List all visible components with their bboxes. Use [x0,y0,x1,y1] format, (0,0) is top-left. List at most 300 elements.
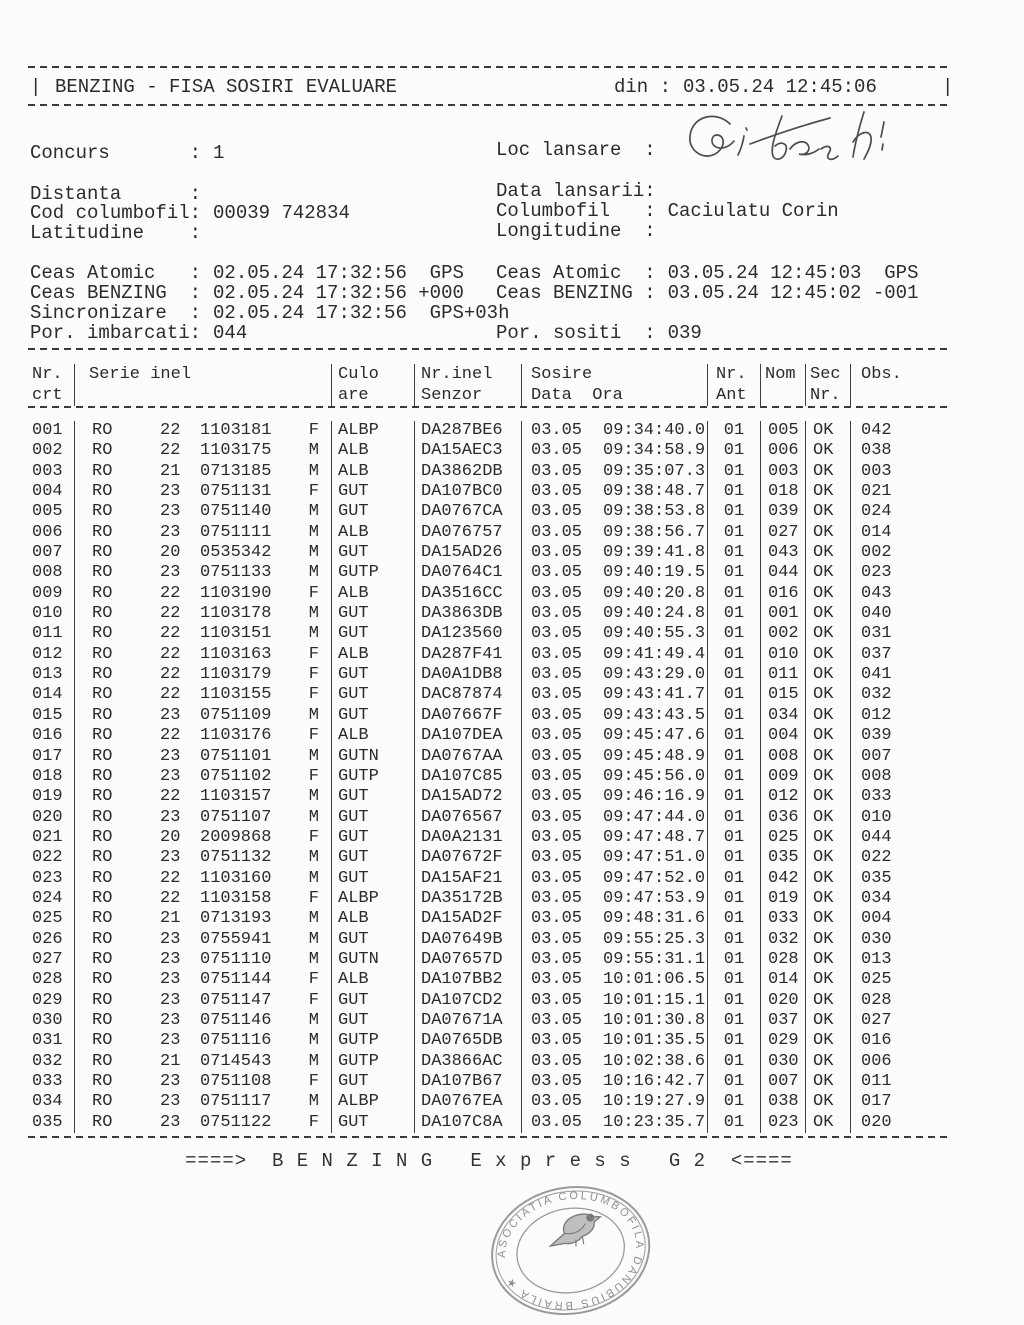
cell-nom [761,991,806,1011]
cell-sec [806,1072,851,1092]
por-imbarcati-value: 044 [213,322,248,344]
arrival-time: 09:39:41.8 [603,543,706,563]
table-row [28,889,950,909]
cell-culoare [332,747,415,767]
cell-sec [806,645,851,665]
country-code: RO [92,1010,113,1030]
color-code: GUT [338,685,369,705]
cell-culoare [332,889,415,909]
ring-number: 0751122 [200,1112,272,1132]
col-sec-nr: Sec [806,364,851,385]
nom-value: 018 [768,482,799,502]
cell-sec [806,502,851,522]
antenna-number: 01 [723,909,745,929]
cell-nr-ant [708,767,761,787]
table-row [28,645,950,665]
cell-sosire [522,523,708,543]
nom-value: 011 [768,665,799,685]
table-header-row-1 [28,364,950,385]
cell-nr-crt [28,543,75,563]
cell-nom [761,462,806,482]
country-code: RO [92,848,113,868]
sensor-id: DA3866AC [421,1051,503,1071]
sec-status: OK [813,502,834,522]
cell-culoare [332,970,415,990]
cell-nom [761,421,806,441]
arrival-date: 03.05 [531,868,583,888]
cell-culoare [332,523,415,543]
sec-status: OK [813,665,834,685]
nom-value: 001 [768,604,799,624]
sex-code: M [308,604,319,624]
ring-number: 0751110 [200,949,272,969]
cell-serie-inel [75,889,332,909]
cell-senzor [415,767,522,787]
cell-sec [806,543,851,563]
obs-value: 043 [861,583,892,603]
cell-sosire [522,787,708,807]
nom-value: 012 [768,787,799,807]
sex-code: F [308,766,319,786]
din-label: din : [614,76,672,98]
cell-culoare [332,808,415,828]
nr-crt-value: 005 [32,502,63,522]
antenna-number: 01 [723,827,745,847]
table-header [28,364,950,406]
columbofil-value: Caciulatu Corin [667,200,839,222]
cell-senzor [415,482,522,502]
table-row [28,421,950,441]
cell-culoare [332,787,415,807]
ceas-atomic-left-value: 02.05.24 17:32:56 GPS [213,262,464,284]
sensor-id: DA107DEA [421,726,503,746]
table-row [28,482,950,502]
cell-serie-inel [75,462,332,482]
antenna-number: 01 [723,726,745,746]
sec-status: OK [813,604,834,624]
sensor-id: DA287BE6 [421,421,503,440]
arrival-date: 03.05 [531,1112,583,1132]
cell-sosire [522,462,708,482]
country-code: RO [92,705,113,725]
cell-sosire [522,747,708,767]
sec-status: OK [813,766,834,786]
arrival-date: 03.05 [531,583,583,603]
color-code: GUT [338,665,369,685]
cell-sosire [522,706,708,726]
cell-serie-inel [75,828,332,848]
ring-year: 23 [160,1031,181,1051]
col-nr-ant: Nr. [708,364,761,385]
cell-sec [806,889,851,909]
nom-value: 004 [768,726,799,746]
cell-serie-inel [75,848,332,868]
nom-value: 005 [768,421,799,440]
colon: : [644,220,656,242]
ring-number: 0751131 [200,482,272,502]
arrival-date: 03.05 [531,705,583,725]
cell-nr-crt [28,889,75,909]
color-code: ALB [338,726,369,746]
color-code: ALBP [338,888,379,908]
cell-obs [851,665,950,685]
cell-nr-crt [28,1011,75,1031]
ring-year: 23 [160,1072,181,1091]
sec-status: OK [813,461,834,481]
sex-code: M [308,787,319,807]
obs-value: 024 [861,502,892,522]
field-ceas-atomic-left: Ceas Atomic : 02.05.24 17:32:56 GPS [30,262,464,284]
cell-serie-inel [75,645,332,665]
cell-sec [806,523,851,543]
cell-nr-crt [28,991,75,1011]
field-por-sositi: Por. sositi : 039 [496,322,702,344]
antenna-number: 01 [723,604,745,624]
country-code: RO [92,990,113,1010]
ring-year: 22 [160,583,181,603]
sex-code: F [308,990,319,1010]
loc-lansare-handwriting [678,104,918,179]
col-nr-crt: Nr. [28,364,75,385]
arrival-time: 10:01:15.1 [603,990,706,1010]
cell-nr-ant [708,604,761,624]
cell-nr-ant [708,1052,761,1072]
sex-code: M [308,848,319,868]
antenna-number: 01 [723,1051,745,1071]
arrival-date: 03.05 [531,746,583,766]
nr-crt-value: 033 [32,1072,63,1091]
ring-number: 1103157 [200,787,272,807]
sec-status: OK [813,421,834,440]
table-row [28,1052,950,1072]
cell-nr-ant [708,1092,761,1112]
arrival-time: 09:47:48.7 [603,827,706,847]
ring-number: 0751111 [200,522,272,542]
arrival-time: 10:19:27.9 [603,1092,706,1112]
nr-crt-value: 001 [32,421,63,440]
sex-code: M [308,1010,319,1030]
arrival-time: 10:01:35.5 [603,1031,706,1051]
cell-serie-inel [75,604,332,624]
antenna-number: 01 [723,644,745,664]
ring-number: 1103163 [200,644,272,664]
cell-sosire [522,1031,708,1051]
table-row [28,523,950,543]
cell-nr-ant [708,665,761,685]
cell-sec [806,1031,851,1051]
color-code: ALB [338,644,369,664]
cell-obs [851,808,950,828]
obs-value: 032 [861,685,892,705]
colon: : [189,262,202,284]
country-code: RO [92,970,113,990]
cell-nom [761,1031,806,1051]
color-code: GUT [338,827,369,847]
cell-sosire [522,604,708,624]
sec-status: OK [813,543,834,563]
cell-nom [761,930,806,950]
nr-crt-value: 013 [32,665,63,685]
cell-nom [761,482,806,502]
cell-obs [851,462,950,482]
sex-code: F [308,685,319,705]
cell-senzor [415,848,522,868]
cell-sosire [522,808,708,828]
obs-value: 030 [861,929,892,949]
cell-serie-inel [75,1092,332,1112]
ring-year: 21 [160,909,181,929]
arrival-time: 09:40:19.5 [603,563,706,583]
table-row [28,604,950,624]
antenna-number: 01 [723,461,745,481]
sex-code: M [308,1092,319,1112]
ring-number: 0751102 [200,766,272,786]
color-code: GUTP [338,766,379,786]
nr-crt-value: 007 [32,543,63,563]
obs-value: 017 [861,1092,892,1112]
sec-status: OK [813,929,834,949]
obs-value: 035 [861,868,892,888]
cell-nom [761,1072,806,1092]
nom-value: 035 [768,848,799,868]
col-sosire-2: Data Ora [522,385,708,406]
sex-code: M [308,949,319,969]
sensor-id: DA3863DB [421,604,503,624]
nom-value: 025 [768,827,799,847]
nom-value: 038 [768,1092,799,1112]
antenna-number: 01 [723,787,745,807]
obs-value: 034 [861,888,892,908]
cell-sosire [522,584,708,604]
col-culoare-2: are [332,385,415,406]
cell-nr-ant [708,441,761,461]
table-row [28,726,950,746]
colon: : [644,200,656,222]
ring-number: 0714543 [200,1051,272,1071]
cell-senzor [415,808,522,828]
ring-year: 22 [160,787,181,807]
cell-nr-ant [708,624,761,644]
ring-number: 0751147 [200,990,272,1010]
nr-crt-value: 025 [32,909,63,929]
nom-value: 009 [768,766,799,786]
cell-sec [806,787,851,807]
arrival-time: 10:16:42.7 [603,1072,706,1091]
field-longitudine: Longitudine : [496,220,668,242]
cell-senzor [415,787,522,807]
header-right-bar: | [942,76,954,98]
cell-senzor [415,726,522,746]
nom-value: 042 [768,868,799,888]
cell-nom [761,624,806,644]
color-code: GUTP [338,1031,379,1051]
antenna-number: 01 [723,665,745,685]
arrival-time: 09:38:48.7 [603,482,706,502]
ring-number: 1103176 [200,726,272,746]
cell-nom [761,1052,806,1072]
sec-status: OK [813,909,834,929]
cell-culoare [332,1011,415,1031]
cell-obs [851,624,950,644]
cell-nr-crt [28,970,75,990]
cell-serie-inel [75,421,332,441]
sec-status: OK [813,482,834,502]
arrival-time: 10:23:35.7 [603,1112,706,1132]
arrival-time: 09:34:40.0 [603,421,706,440]
arrival-date: 03.05 [531,1031,583,1051]
sec-status: OK [813,949,834,969]
cell-nr-ant [708,645,761,665]
nom-value: 036 [768,807,799,827]
cell-nr-ant [708,1031,761,1051]
ring-year: 23 [160,766,181,786]
sec-status: OK [813,1072,834,1091]
sensor-id: DA07649B [421,929,503,949]
nom-value: 039 [768,502,799,522]
arrival-date: 03.05 [531,787,583,807]
country-code: RO [92,624,113,644]
cell-nr-crt [28,950,75,970]
color-code: ALB [338,909,369,929]
sec-status: OK [813,827,834,847]
cell-nr-ant [708,1113,761,1133]
country-code: RO [92,644,113,664]
nr-crt-value: 008 [32,563,63,583]
cell-nr-crt [28,869,75,889]
table-row [28,1031,950,1051]
cell-sec [806,462,851,482]
nr-crt-value: 028 [32,970,63,990]
cell-nr-ant [708,950,761,970]
cell-nr-crt [28,1052,75,1072]
table-row [28,665,950,685]
sensor-id: DA35172B [421,888,503,908]
cell-obs [851,543,950,563]
cell-sec [806,482,851,502]
cell-serie-inel [75,502,332,522]
cell-nr-ant [708,462,761,482]
arrival-time: 09:43:29.0 [603,665,706,685]
ring-year: 23 [160,990,181,1010]
sensor-id: DA107C85 [421,766,503,786]
nr-crt-value: 027 [32,949,63,969]
ring-number: 0751109 [200,705,272,725]
ring-number: 0751133 [200,563,272,583]
arrival-date: 03.05 [531,685,583,705]
col-culoare: Culo [332,364,415,385]
cell-senzor [415,685,522,705]
ring-year: 23 [160,929,181,949]
cell-sec [806,685,851,705]
ring-year: 23 [160,705,181,725]
arrival-date: 03.05 [531,1072,583,1091]
concurs-value: 1 [213,142,225,164]
field-data-lansarii: Data lansarii: [496,180,668,202]
cell-nom [761,1092,806,1112]
ring-year: 22 [160,888,181,908]
arrival-date: 03.05 [531,970,583,990]
divider-dashed-bottom [28,1136,950,1138]
cell-sosire [522,482,708,502]
nom-value: 016 [768,583,799,603]
color-code: GUT [338,787,369,807]
cell-nom [761,665,806,685]
nr-crt-value: 012 [32,644,63,664]
ring-year: 22 [160,868,181,888]
document-title: BENZING - FISA SOSIRI EVALUARE [55,76,398,98]
nr-crt-value: 003 [32,461,63,481]
antenna-number: 01 [723,1072,745,1091]
color-code: GUT [338,807,369,827]
obs-value: 031 [861,624,892,644]
cell-nr-crt [28,909,75,929]
table-row [28,563,950,583]
col-serie-inel-2 [75,385,332,406]
colon: : [189,202,202,224]
cell-obs [851,441,950,461]
obs-value: 006 [861,1051,892,1071]
ring-year: 23 [160,848,181,868]
cell-nr-ant [708,706,761,726]
cell-culoare [332,950,415,970]
sex-code: M [308,929,319,949]
arrival-time: 09:34:58.9 [603,441,706,461]
cell-serie-inel [75,930,332,950]
cell-serie-inel [75,787,332,807]
cell-nr-crt [28,848,75,868]
cell-culoare [332,645,415,665]
cell-nr-ant [708,970,761,990]
country-code: RO [92,441,113,461]
ring-number: 0751146 [200,1010,272,1030]
cell-senzor [415,584,522,604]
ring-number: 0713185 [200,461,272,481]
color-code: ALBP [338,421,379,440]
sensor-id: DA287F41 [421,644,503,664]
cell-sosire [522,889,708,909]
col-nr-inel-senzor-2: Senzor [415,385,522,406]
cell-serie-inel [75,950,332,970]
cell-nom [761,604,806,624]
ring-number: 1103151 [200,624,272,644]
ring-year: 23 [160,807,181,827]
obs-value: 039 [861,726,892,746]
ring-number: 0751117 [200,1092,272,1112]
arrival-time: 09:40:55.3 [603,624,706,644]
ring-year: 22 [160,685,181,705]
ring-year: 22 [160,644,181,664]
cell-sec [806,950,851,970]
cell-obs [851,1113,950,1133]
cell-culoare [332,441,415,461]
ring-year: 23 [160,970,181,990]
arrival-date: 03.05 [531,563,583,583]
obs-value: 038 [861,441,892,461]
cell-obs [851,767,950,787]
antenna-number: 01 [723,522,745,542]
cell-nr-crt [28,685,75,705]
cell-obs [851,991,950,1011]
nom-value: 033 [768,909,799,929]
cell-senzor [415,950,522,970]
arrival-date: 03.05 [531,726,583,746]
cell-nr-crt [28,604,75,624]
cell-nr-crt [28,828,75,848]
antenna-number: 01 [723,766,745,786]
obs-value: 027 [861,1010,892,1030]
color-code: GUTN [338,949,379,969]
nom-value: 029 [768,1031,799,1051]
